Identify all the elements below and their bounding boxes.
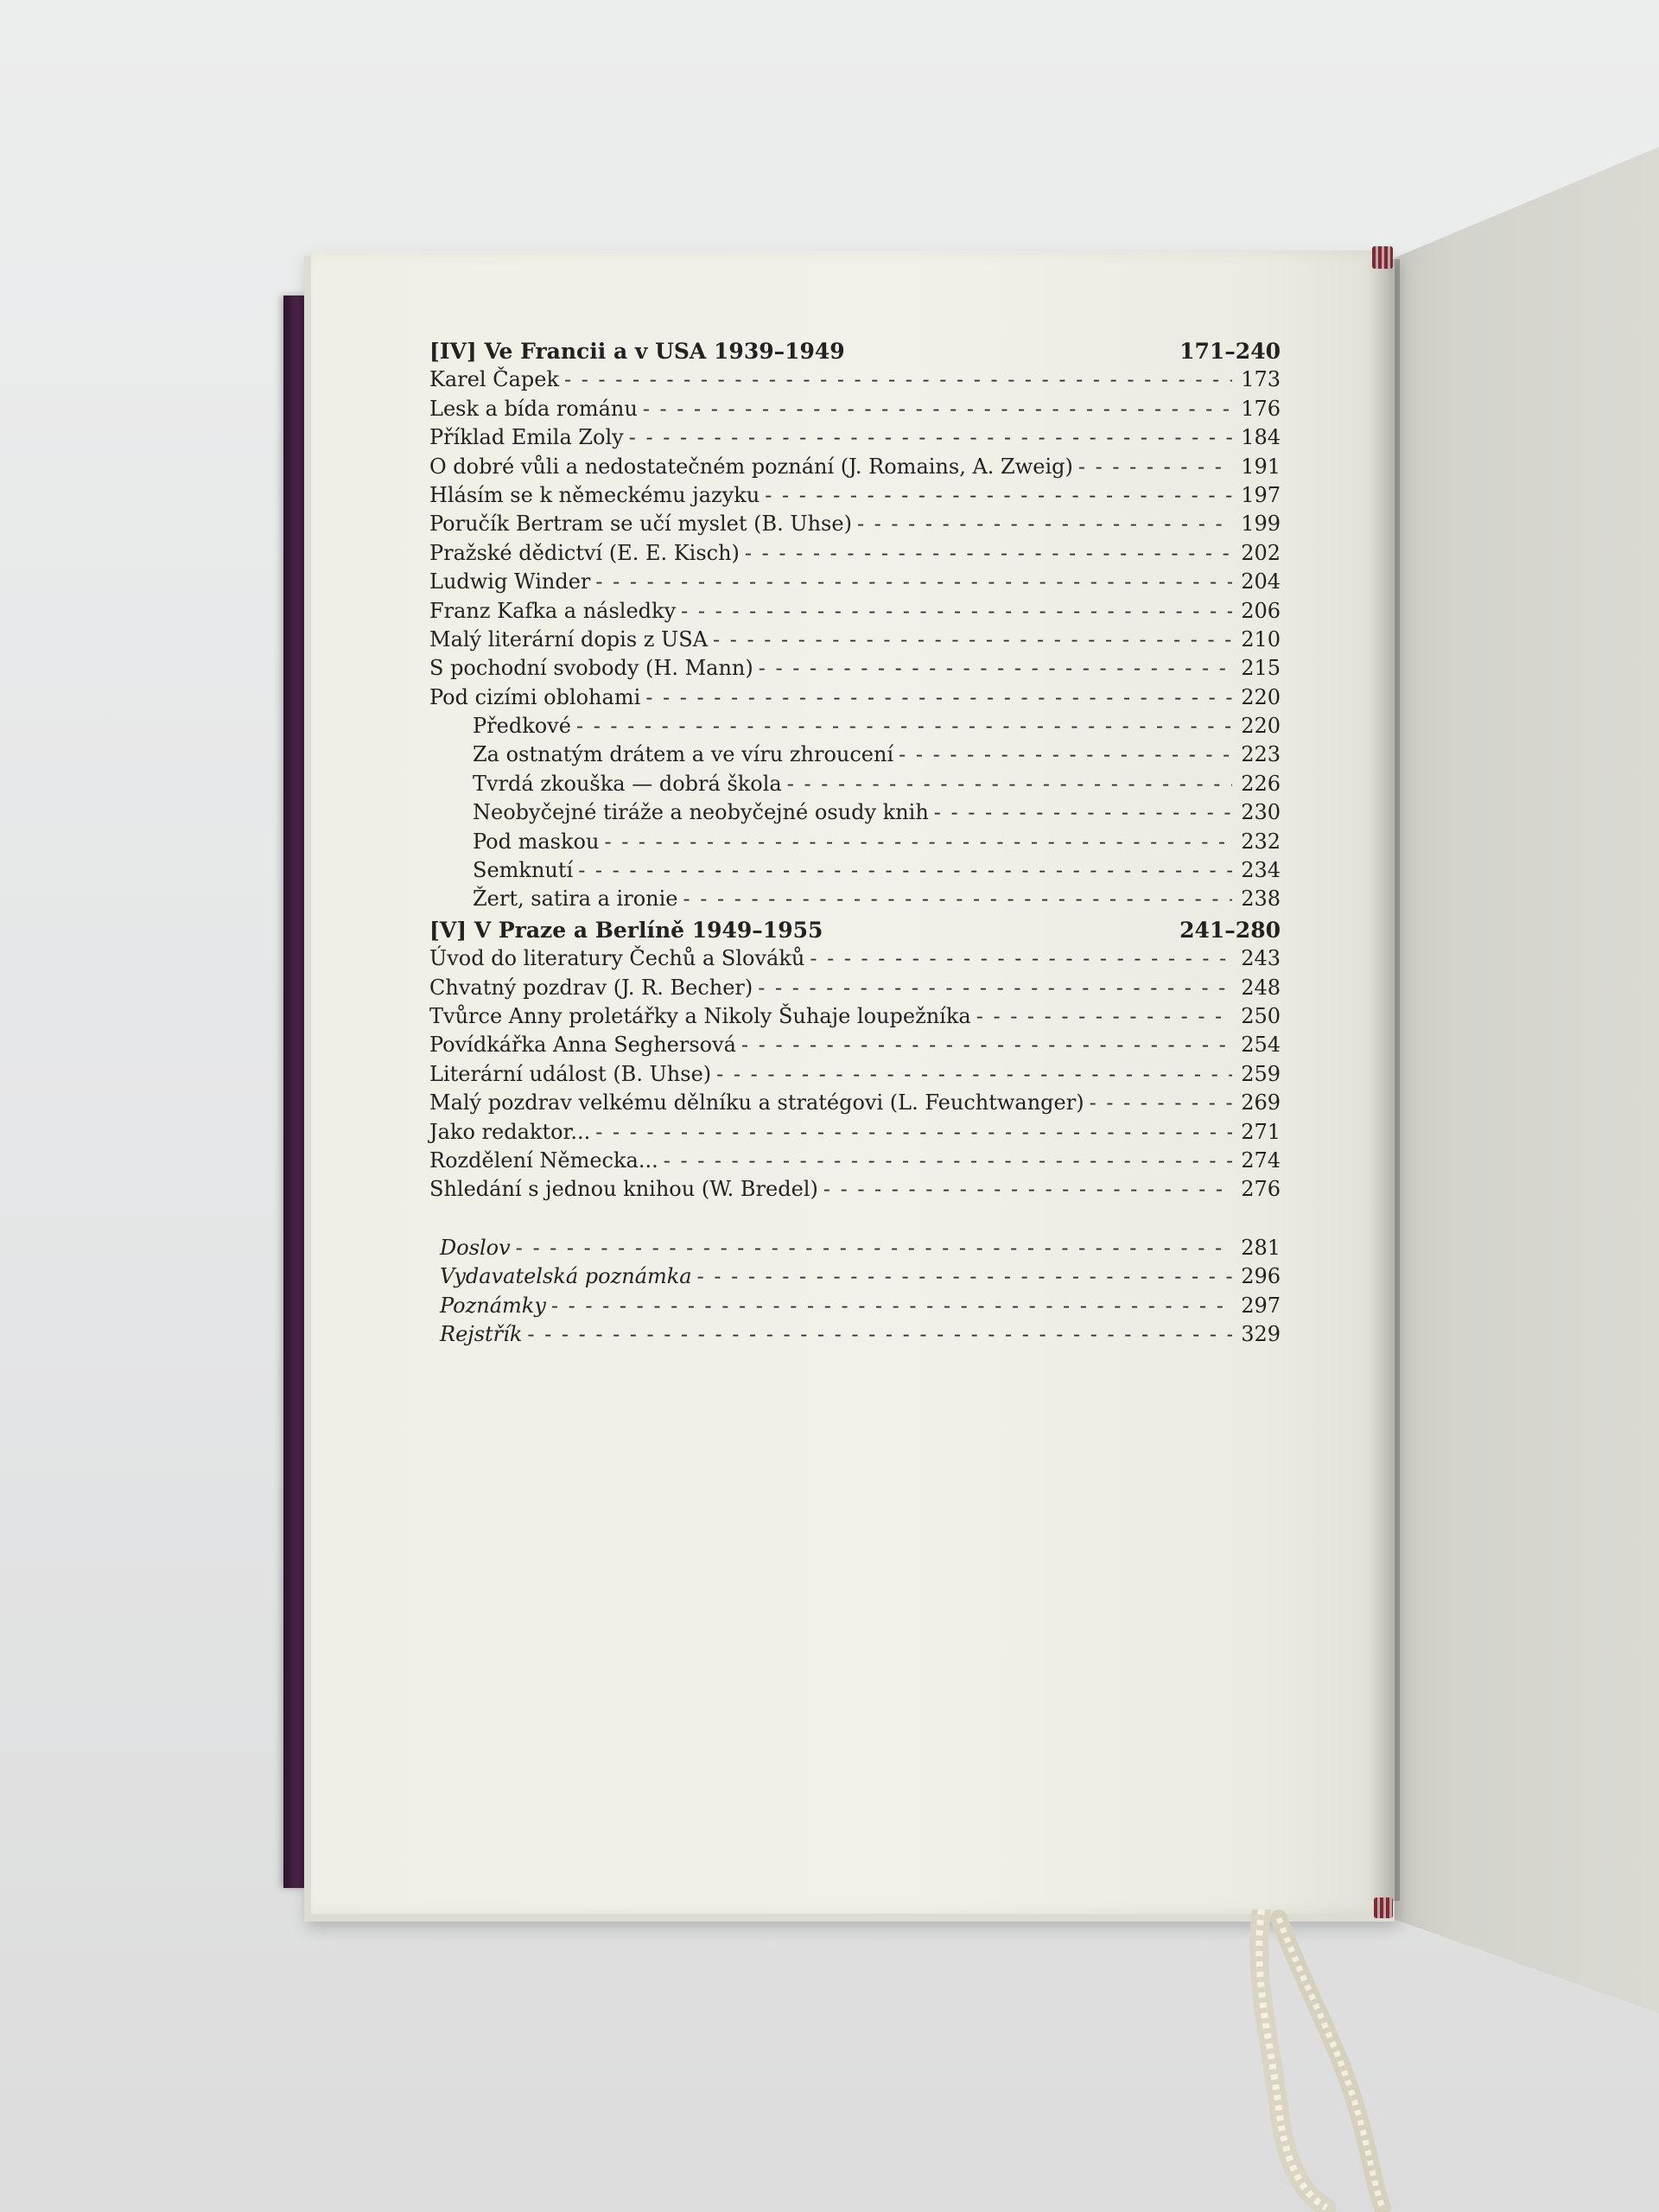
toc-sub-entry	[429, 798, 1281, 827]
toc-sub-entry	[429, 741, 1281, 769]
dot-leader	[681, 597, 1232, 626]
toc-entry-page: 281	[1241, 1235, 1281, 1260]
toc-entry	[429, 944, 1281, 973]
section-gap	[429, 1205, 1281, 1234]
toc-entry-title: S pochodní svobody (H. Mann)	[429, 656, 753, 681]
toc-entry-page: 191	[1241, 454, 1281, 479]
toc-entry	[429, 568, 1281, 596]
book-gutter	[1365, 259, 1400, 1901]
toc-entry-title: Rejstřík	[440, 1321, 523, 1346]
toc-back-matter-entry	[429, 1320, 1281, 1349]
toc-entry-title: Ludwig Winder	[429, 569, 591, 594]
toc-entry-page: 173	[1241, 367, 1281, 392]
toc-entry-page: 230	[1241, 800, 1281, 825]
toc-entry-page: 215	[1241, 656, 1281, 681]
toc-entry	[429, 423, 1281, 452]
dot-leader	[787, 770, 1232, 798]
toc-entry	[429, 683, 1281, 712]
toc-entry	[429, 539, 1281, 568]
toc-entry-page: 297	[1241, 1293, 1281, 1318]
toc-entry	[429, 1031, 1281, 1059]
toc-entry	[429, 626, 1281, 654]
toc-entry-title: Příklad Emila Zoly	[429, 425, 624, 450]
toc-entry	[429, 1147, 1281, 1175]
toc-entry	[429, 1118, 1281, 1147]
toc-sub-entry	[429, 770, 1281, 798]
dot-leader	[629, 423, 1232, 452]
dot-leader	[1090, 1089, 1232, 1117]
toc-back-matter-entry	[429, 1234, 1281, 1262]
toc-section-heading	[429, 337, 1281, 365]
dot-leader	[527, 1320, 1232, 1349]
section-title: [IV] Ve Francii a v USA 1939–1949	[429, 339, 845, 364]
toc-entry-page: 206	[1241, 598, 1281, 623]
toc-entry-page: 204	[1241, 569, 1281, 594]
toc-entry-title: Povídkářka Anna Seghersová	[429, 1033, 736, 1058]
toc-sub-entry	[429, 828, 1281, 856]
toc-entry-page: 238	[1241, 887, 1281, 912]
dot-leader	[899, 741, 1232, 769]
dot-leader	[595, 1118, 1232, 1147]
toc-entry-page: 199	[1241, 512, 1281, 537]
toc-entry-page: 248	[1241, 975, 1281, 1000]
toc-entry-title: Malý pozdrav velkému dělníku a stratégovi (L. Feuchtwanger)	[429, 1090, 1084, 1116]
toc-entry-page: 259	[1241, 1061, 1281, 1086]
toc-sub-entry	[429, 856, 1281, 885]
toc-entry-title: Pod cizími oblohami	[429, 684, 641, 709]
toc-entry-title: Úvod do literatury Čechů a Slováků	[429, 946, 805, 971]
toc-entry-title: Karel Čapek	[429, 367, 559, 392]
toc-entry-page: 232	[1241, 829, 1281, 854]
dot-leader	[934, 798, 1232, 827]
table-of-contents	[429, 335, 1281, 1349]
toc-entry-page: 176	[1241, 396, 1281, 421]
toc-entry-page: 202	[1241, 540, 1281, 565]
toc-entry-page: 210	[1241, 626, 1281, 652]
toc-entry-page: 274	[1241, 1147, 1281, 1173]
toc-entry	[429, 481, 1281, 510]
toc-entry-title: Franz Kafka a následky	[429, 598, 677, 623]
dot-leader	[745, 539, 1232, 568]
toc-entry-page: 184	[1241, 425, 1281, 450]
toc-entry	[429, 395, 1281, 423]
section-page-range: 241–280	[1179, 917, 1281, 943]
toc-entry	[429, 510, 1281, 538]
toc-entry-title: Shledání s jednou knihou (W. Bredel)	[429, 1177, 818, 1202]
toc-entry-title: Poručík Bertram se učí myslet (B. Uhse)	[429, 512, 852, 537]
dot-leader	[765, 481, 1232, 510]
toc-sub-entry	[429, 712, 1281, 741]
dot-leader	[758, 974, 1232, 1002]
bookmark-ribbon	[1244, 1910, 1400, 2212]
toc-entry-page: 276	[1241, 1177, 1281, 1202]
toc-entry-page: 271	[1241, 1119, 1281, 1144]
dot-leader	[578, 856, 1232, 885]
toc-entry-title: Chvatný pozdrav (J. R. Becher)	[429, 975, 753, 1000]
section-title: [V] V Praze a Berlíně 1949–1955	[429, 917, 823, 943]
toc-entry	[429, 654, 1281, 683]
toc-back-matter-entry	[429, 1292, 1281, 1320]
toc-entry-title: Hlásím se k německému jazyku	[429, 482, 760, 507]
dot-leader	[516, 1234, 1232, 1262]
toc-entry	[429, 1089, 1281, 1117]
toc-entry-page: 220	[1241, 684, 1281, 709]
toc-entry-title: Pražské dědictví (E. E. Kisch)	[429, 540, 740, 565]
headband-top	[1372, 246, 1393, 269]
toc-entry-page: 329	[1241, 1321, 1281, 1346]
dot-leader	[643, 395, 1232, 423]
toc-entry-title: Neobyčejné tiráže a neobyčejné osudy knih	[473, 800, 929, 825]
toc-entry-page: 223	[1241, 742, 1281, 767]
dot-leader	[976, 1002, 1232, 1031]
dot-leader	[576, 712, 1232, 741]
toc-entry-title: Literární událost (B. Uhse)	[429, 1061, 712, 1086]
toc-entry-title: Předkové	[473, 714, 571, 739]
dot-leader	[697, 1262, 1232, 1291]
dot-leader	[857, 510, 1232, 538]
toc-entry-title: Vydavatelská poznámka	[440, 1264, 692, 1289]
dot-leader	[595, 568, 1232, 596]
dot-leader	[759, 654, 1232, 683]
toc-entry-title: Pod maskou	[473, 829, 600, 854]
toc-entry	[429, 1060, 1281, 1089]
dot-leader	[551, 1292, 1232, 1320]
toc-entry-title: Poznámky	[440, 1293, 546, 1318]
toc-entry-title: Rozdělení Německa...	[429, 1147, 658, 1173]
section-page-range: 171–240	[1179, 339, 1281, 364]
toc-entry	[429, 597, 1281, 626]
toc-entry-title: Jako redaktor...	[429, 1119, 591, 1144]
toc-entry-title: Tvůrce Anny proletářky a Nikoly Šuhaje loupežníka	[429, 1003, 971, 1028]
dot-leader	[713, 626, 1232, 654]
toc-entry-page: 296	[1241, 1264, 1281, 1289]
toc-entry-page: 220	[1241, 714, 1281, 739]
toc-entry-page: 243	[1241, 946, 1281, 971]
toc-entry-page: 226	[1241, 771, 1281, 796]
dot-leader	[810, 944, 1232, 973]
toc-entry-title: Lesk a bída románu	[429, 396, 638, 421]
toc-entry	[429, 1002, 1281, 1031]
toc-entry-title: Semknutí	[473, 858, 574, 883]
toc-sub-entry	[429, 885, 1281, 913]
dot-leader	[564, 365, 1232, 394]
dot-leader	[604, 828, 1232, 856]
toc-entry-page: 254	[1241, 1033, 1281, 1058]
dot-leader	[683, 885, 1232, 913]
dot-leader	[823, 1175, 1232, 1204]
toc-entry-page: 197	[1241, 482, 1281, 507]
toc-entry-title: Malý literární dopis z USA	[429, 626, 709, 652]
toc-entry-title: O dobré vůli a nedostatečném poznání (J. Romains, A. Zweig)	[429, 454, 1073, 479]
toc-entry-page: 234	[1241, 858, 1281, 883]
toc-entry	[429, 974, 1281, 1002]
dot-leader	[664, 1147, 1232, 1175]
toc-section-heading	[429, 916, 1281, 944]
toc-entry-page: 250	[1241, 1003, 1281, 1028]
toc-entry-title: Za ostnatým drátem a ve víru zhroucení	[473, 742, 894, 767]
right-page	[1391, 147, 1659, 2013]
toc-entry-title: Tvrdá zkouška — dobrá škola	[473, 771, 782, 796]
toc-entry	[429, 1175, 1281, 1204]
dot-leader	[741, 1031, 1232, 1059]
toc-entry-page: 269	[1241, 1090, 1281, 1116]
toc-entry-title: Žert, satira a ironie	[473, 887, 678, 912]
toc-back-matter-entry	[429, 1262, 1281, 1291]
dot-leader	[645, 683, 1232, 712]
toc-entry	[429, 365, 1281, 394]
toc-entry-title: Doslov	[440, 1235, 511, 1260]
toc-entry	[429, 453, 1281, 481]
dot-leader	[1078, 453, 1232, 481]
dot-leader	[716, 1060, 1232, 1089]
